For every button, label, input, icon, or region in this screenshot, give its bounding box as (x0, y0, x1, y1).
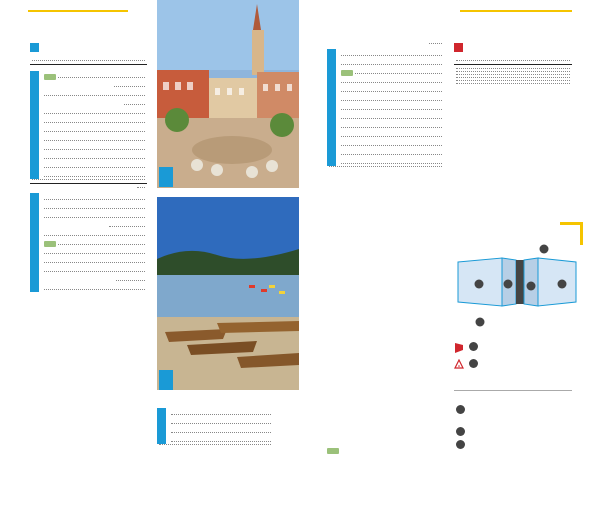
diagram-badge (558, 280, 567, 289)
list-item[interactable] (30, 80, 147, 89)
list-item[interactable] (327, 139, 444, 148)
list-item[interactable] (327, 58, 444, 67)
list-item[interactable] (30, 202, 147, 211)
list-item[interactable] (327, 85, 444, 94)
list-item[interactable] (30, 107, 147, 116)
list-item[interactable] (30, 193, 147, 202)
photo-offenburg (157, 0, 299, 188)
list-item[interactable] (30, 283, 147, 292)
list-item[interactable] (30, 238, 147, 247)
list-item[interactable] (30, 161, 147, 170)
sued-list (327, 49, 444, 169)
detail-map-note (327, 447, 444, 454)
map-icon (44, 241, 56, 247)
photo-caption-2 (159, 370, 173, 390)
list-item[interactable] (454, 83, 572, 86)
list-item[interactable] (327, 121, 444, 130)
quickfinder-row[interactable] (30, 60, 147, 63)
blue-square-icon (30, 43, 39, 52)
list-item[interactable] (30, 229, 147, 238)
list-item[interactable] (30, 71, 147, 80)
divider (454, 390, 572, 391)
map-entry[interactable] (454, 440, 580, 453)
cover-diagram (452, 244, 582, 334)
top-tipps-entry[interactable] (454, 342, 574, 355)
az-row[interactable] (454, 60, 572, 63)
map-entry[interactable] (454, 396, 580, 418)
diagram-badge (504, 280, 513, 289)
list-item[interactable] (30, 98, 147, 107)
list-item[interactable] (327, 130, 444, 139)
uebernachten-row[interactable] (327, 166, 444, 169)
uebernachten-row[interactable] (157, 444, 273, 447)
umschlag-maps (454, 396, 580, 453)
mittel-title[interactable] (30, 187, 147, 190)
list-item[interactable] (30, 256, 147, 265)
diagram-badge (527, 282, 536, 291)
divider (454, 64, 572, 65)
list-item[interactable] (327, 112, 444, 121)
diagram-badge (540, 245, 549, 254)
list-item[interactable] (30, 116, 147, 125)
list-item[interactable] (157, 408, 273, 417)
unterwegs-column (30, 60, 147, 292)
header-rule-right (460, 10, 572, 12)
list-item[interactable] (327, 49, 444, 58)
map-icon (341, 70, 353, 76)
list-item[interactable] (30, 274, 147, 283)
empfehlungen-entry[interactable] (454, 359, 574, 372)
list-item[interactable] (327, 103, 444, 112)
lake-boats-image (157, 197, 299, 390)
sued-column (327, 43, 444, 169)
red-square-icon (454, 43, 463, 52)
recommendation-icon (454, 359, 464, 371)
list-item[interactable] (30, 134, 147, 143)
map-entry[interactable] (454, 418, 580, 440)
divider (30, 64, 147, 65)
list-item[interactable] (30, 247, 147, 256)
diagram-badge (475, 280, 484, 289)
map-icon (44, 74, 56, 80)
sued-title[interactable] (327, 43, 444, 46)
list-item[interactable] (30, 170, 147, 179)
yellow-corner-top (560, 222, 583, 245)
list-item[interactable] (157, 435, 273, 444)
mittel-cont-column (157, 408, 273, 447)
list-item[interactable] (30, 211, 147, 220)
list-item[interactable] (30, 220, 147, 229)
photo-schluchsee (157, 197, 299, 390)
list-item[interactable] (327, 76, 444, 85)
map-icon (327, 448, 339, 454)
uebernachten-row[interactable] (30, 179, 147, 182)
flag-icon (454, 342, 464, 354)
divider (30, 183, 147, 184)
list-item[interactable] (327, 67, 444, 76)
list-item[interactable] (30, 89, 147, 98)
list-item[interactable] (30, 125, 147, 134)
list-item[interactable] (327, 148, 444, 157)
list-item[interactable] (30, 152, 147, 161)
header-rule-left (28, 10, 128, 12)
nord-list (30, 71, 147, 182)
service-column (454, 60, 572, 86)
umschlag-legend (454, 342, 574, 372)
list-item[interactable] (157, 417, 273, 426)
town-square-image (157, 0, 299, 188)
mittel-list (30, 193, 147, 292)
list-item[interactable] (30, 143, 147, 152)
diagram-badge (476, 318, 485, 327)
photo-caption-1 (159, 167, 173, 187)
list-item[interactable] (157, 426, 273, 435)
list-item[interactable] (327, 157, 444, 166)
unterwegs-title (30, 43, 43, 52)
list-item[interactable] (327, 94, 444, 103)
service-title (454, 43, 467, 52)
list-item[interactable] (30, 265, 147, 274)
